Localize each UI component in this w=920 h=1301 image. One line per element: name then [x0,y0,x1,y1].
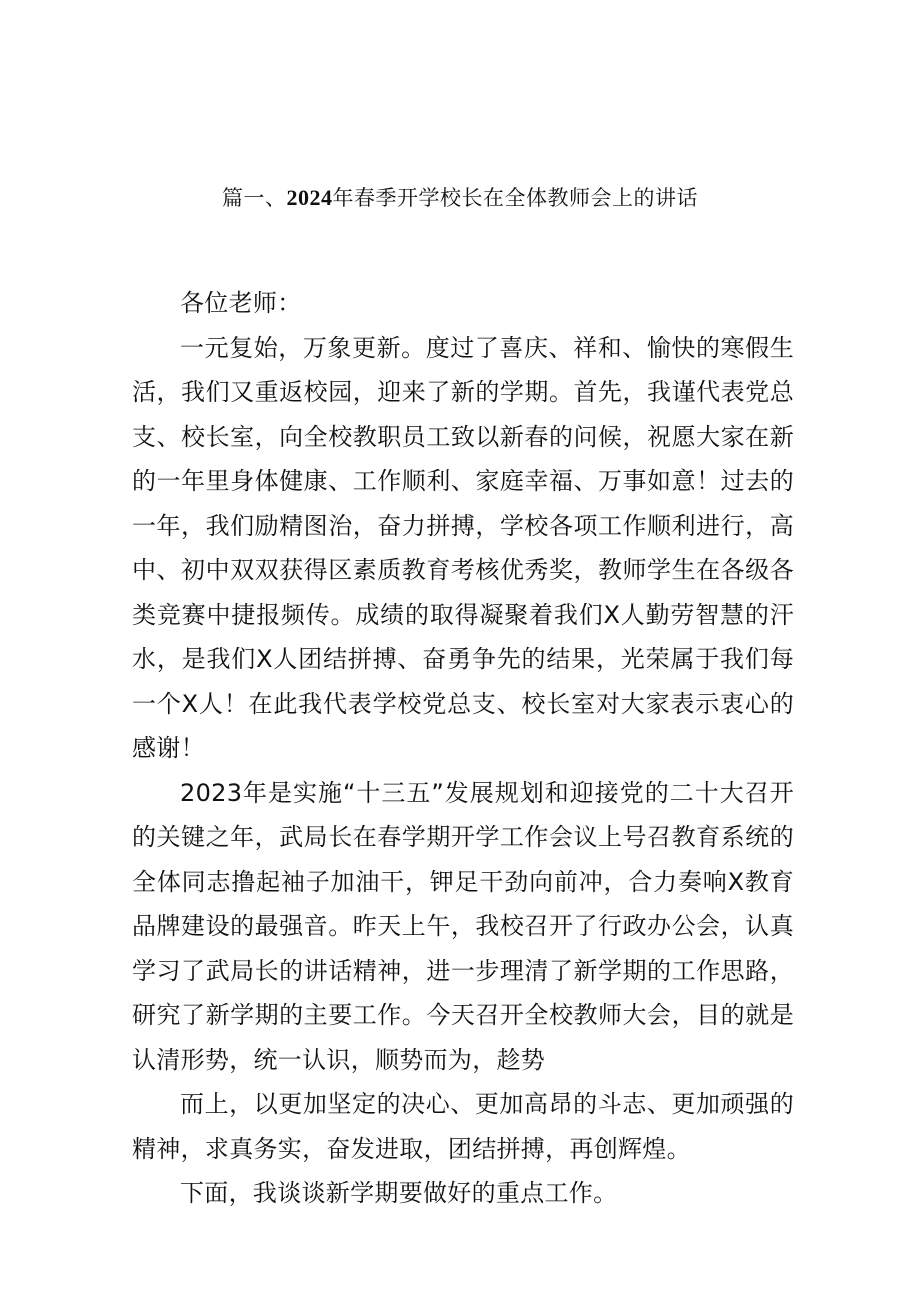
body-paragraph-2: 2023年是实施“十三五”发展规划和迎接党的二十大召开的关键之年，武局长在春学期开学工作会议上号召教育系统的全体同志撸起袖子加油干，钾足干劲向前冲，合力奏响X教育品牌建设的最强音。昨天上午，我校召开了行政办公会，认真学习了武局长的讲话精神，进一步理清了新学期的工作思路，研究了新学期的主要工作。今天召开全校教师大会，目的就是认清形势，统一认识，顺势而为，趁势 [132,778,794,1074]
body-paragraph-4: 下面，我谈谈新学期要做好的重点工作。 [180,1179,618,1207]
body-paragraph-1: 一元复始，万象更新。度过了喜庆、祥和、愉快的寒假生活，我们又重返校园，迎来了新的学期。首先，我谨代表党总支、校长室，向全校教职员工致以新春的问候，祝愿大家在新的一年里身体健康、工作顺利、家庭幸福、万事如意！过去的一年，我们励精图治，奋力拼搏，学校各项工作顺利进行，高中、初中双双获得区素质教育考核优秀奖，教师学生在各级各类竞赛中捷报频传。成绩的取得凝聚着我们X人勤劳智慧的汗水，是我们X人团结拼搏、奋勇争先的结果，光荣属于我们每一个X人！在此我代表学校党总支、校长室对大家表示衷心的感谢！ [132,333,794,762]
title-prefix: 篇一、 [222,186,287,210]
title-year: 2024 [286,185,333,210]
document-body [132,281,794,1216]
salutation-paragraph: 各位老师： [180,289,302,317]
title-rest: 年春季开学校长在全体教师会上的讲话 [332,186,698,210]
document-title [0,183,920,213]
body-paragraph-3: 而上，以更加坚定的决心、更加高昂的斗志、更加顽强的精神，求真务实，奋发进取，团结拼搏，再创辉煌。 [132,1090,794,1163]
